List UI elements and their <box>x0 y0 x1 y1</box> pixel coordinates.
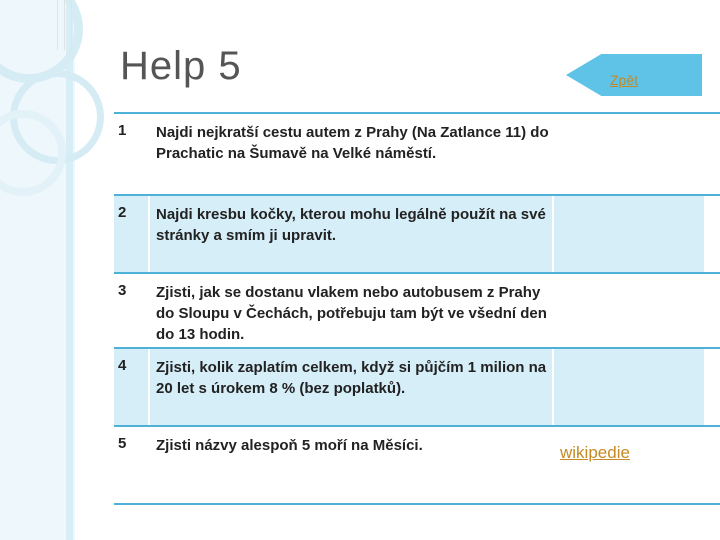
task-table <box>114 112 720 505</box>
decorative-line <box>64 0 65 50</box>
task-text: Zjisti názvy alespoň 5 moří na Měsíci. <box>156 437 423 454</box>
table-row <box>114 274 720 349</box>
task-text: Najdi kresbu kočky, kterou mohu legálně použít na své stránky a smím ji upravit. <box>156 206 546 244</box>
table-row <box>114 196 720 274</box>
task-text: Najdi nejkratší cestu autem z Prahy (Na Zatlance 11) do Prachatic na Šumavě na Velké náměstí. <box>156 124 549 162</box>
page-title: Help 5 <box>120 44 242 88</box>
wikipedia-link[interactable]: wikipedie <box>560 443 630 462</box>
cell-divider <box>148 349 150 425</box>
task-number: 1 <box>118 122 127 139</box>
table-row <box>114 349 720 427</box>
decorative-side-strip <box>0 0 75 540</box>
table-row <box>114 427 720 505</box>
task-text: Zjisti, kolik zaplatím celkem, když si půjčím 1 milion na 20 let s úrokem 8 % (bez poplatků). <box>156 359 547 397</box>
task-number: 3 <box>118 282 127 299</box>
task-number: 2 <box>118 204 127 221</box>
cell-divider <box>148 196 150 272</box>
task-number: 5 <box>118 435 127 452</box>
task-number: 4 <box>118 357 127 374</box>
task-text: Zjisti, jak se dostanu vlakem nebo autobusem z Prahy do Sloupu v Čechách, potřebuju tam být ve všední den do 13 hodin. <box>156 284 547 343</box>
decorative-line <box>71 0 72 50</box>
table-row <box>114 112 720 196</box>
decorative-line <box>57 0 58 50</box>
back-link[interactable]: Zpět <box>610 72 639 88</box>
